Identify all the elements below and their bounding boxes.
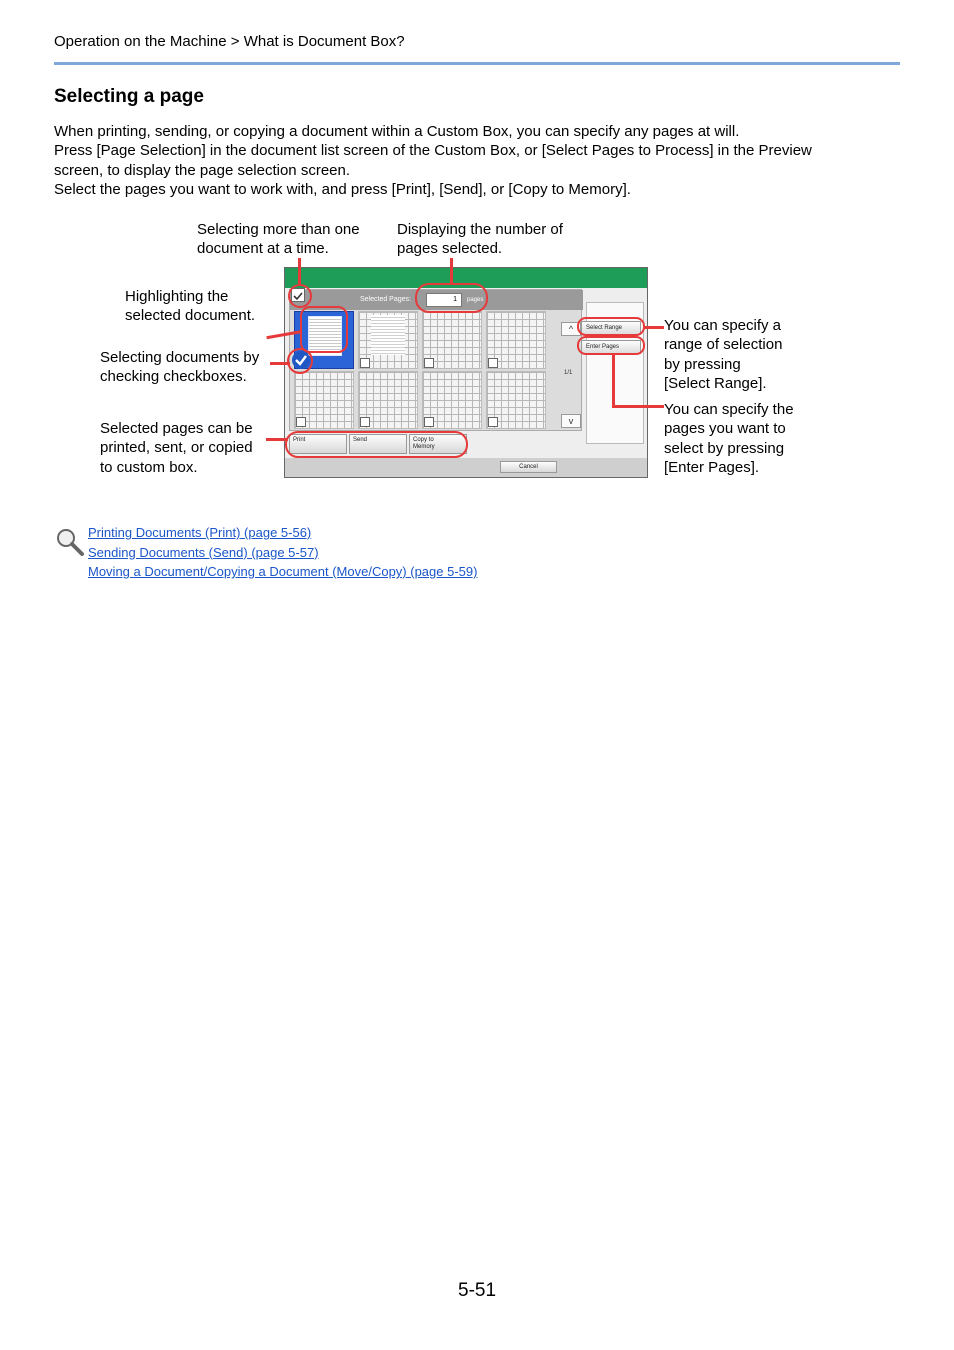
callout-select-range bbox=[664, 316, 782, 393]
callout-line: Displaying the number of bbox=[397, 221, 563, 238]
leader-line bbox=[644, 326, 664, 329]
reference-links bbox=[88, 523, 477, 582]
highlight-oval bbox=[300, 306, 348, 353]
callout-checkbox bbox=[100, 348, 259, 387]
magnifier-icon bbox=[55, 527, 85, 557]
link-send[interactable]: Sending Documents (Send) (page 5-57) bbox=[88, 544, 319, 560]
breadcrumb: Operation on the Machine > What is Document Box? bbox=[54, 33, 405, 50]
link-move-copy[interactable]: Moving a Document/Copying a Document (Move/Copy) (page 5-59) bbox=[88, 564, 478, 579]
page-checkbox[interactable] bbox=[488, 417, 498, 427]
callout-line: selected document. bbox=[125, 307, 256, 325]
scroll-down-button[interactable] bbox=[561, 414, 581, 428]
page-checkbox[interactable] bbox=[360, 358, 370, 368]
callout-line: Selecting more than one bbox=[197, 221, 360, 238]
send-button[interactable]: Send bbox=[349, 434, 407, 454]
header-rule bbox=[54, 62, 900, 65]
page-checkbox[interactable] bbox=[424, 417, 434, 427]
callout-line: to custom box. bbox=[100, 458, 198, 476]
callout-line: pages selected. bbox=[397, 240, 503, 258]
button-label-line: Memory bbox=[413, 444, 435, 450]
print-button[interactable]: Print bbox=[289, 434, 347, 454]
callout-line: document at a time. bbox=[197, 240, 329, 258]
selected-pages-unit: pages bbox=[467, 297, 484, 303]
callout-line: by pressing bbox=[664, 355, 741, 373]
selected-pages-count: 1 bbox=[426, 293, 462, 307]
callout-multi-select bbox=[197, 220, 360, 259]
link-print[interactable]: Printing Documents (Print) (page 5-56) bbox=[88, 525, 312, 540]
highlight-circle bbox=[287, 348, 313, 374]
paragraph-line: Press [Page Selection] in the document list screen of the Custom Box, or [Select Pages to Process] in the Preview bbox=[54, 142, 812, 160]
section-paragraph bbox=[54, 122, 904, 199]
callout-highlight bbox=[125, 287, 255, 326]
callout-line: Selecting documents by bbox=[100, 349, 260, 366]
select-range-button[interactable]: Select Range bbox=[581, 321, 641, 335]
page-number: 5-51 bbox=[458, 1280, 497, 1301]
leader-line bbox=[298, 258, 301, 285]
bottom-bar bbox=[285, 458, 648, 478]
callout-page-count bbox=[397, 220, 563, 259]
callout-line: select by pressing bbox=[664, 439, 785, 457]
page-checkbox[interactable] bbox=[488, 358, 498, 368]
highlight-oval bbox=[285, 431, 468, 458]
callout-line: [Enter Pages]. bbox=[664, 458, 760, 476]
highlight-oval bbox=[577, 336, 645, 355]
enter-pages-button[interactable]: Enter Pages bbox=[581, 340, 641, 354]
callout-line: checking checkboxes. bbox=[100, 368, 247, 386]
callout-line: You can specify a bbox=[664, 317, 782, 334]
callout-enter-pages bbox=[664, 400, 794, 477]
chevron-down-icon: v bbox=[568, 416, 574, 426]
page-checkbox[interactable] bbox=[296, 417, 306, 427]
highlight-oval bbox=[415, 283, 488, 313]
chevron-up-icon: ^ bbox=[568, 324, 574, 334]
paragraph-line: Select the pages you want to work with, and press [Print], [Send], or [Copy to Memory]. bbox=[54, 180, 631, 198]
callout-line: [Select Range]. bbox=[664, 374, 767, 392]
callout-line: You can specify the bbox=[664, 401, 794, 418]
button-label-line: Copy to bbox=[413, 437, 434, 443]
callout-actions bbox=[100, 419, 253, 477]
highlight-circle bbox=[288, 284, 312, 308]
leader-line bbox=[612, 405, 664, 408]
page-checkbox[interactable] bbox=[360, 417, 370, 427]
callout-line: Selected pages can be bbox=[100, 420, 253, 437]
paragraph-line: When printing, sending, or copying a document within a Custom Box, you can specify any pages at will. bbox=[54, 123, 740, 140]
callout-line: Highlighting the bbox=[125, 288, 229, 305]
paragraph-line: screen, to display the page selection screen. bbox=[54, 161, 351, 179]
page-checkbox[interactable] bbox=[424, 358, 434, 368]
leader-line bbox=[612, 354, 615, 407]
selected-pages-label: Selected Pages: bbox=[360, 296, 411, 303]
callout-line: printed, sent, or copied bbox=[100, 439, 253, 457]
section-title: Selecting a page bbox=[54, 86, 204, 107]
page-indicator: 1/1 bbox=[564, 370, 573, 376]
callout-line: range of selection bbox=[664, 336, 783, 354]
cancel-button[interactable]: Cancel bbox=[500, 461, 557, 473]
document-preview bbox=[371, 315, 405, 355]
highlight-oval bbox=[577, 317, 645, 336]
callout-line: pages you want to bbox=[664, 420, 786, 438]
leader-line bbox=[450, 258, 453, 284]
